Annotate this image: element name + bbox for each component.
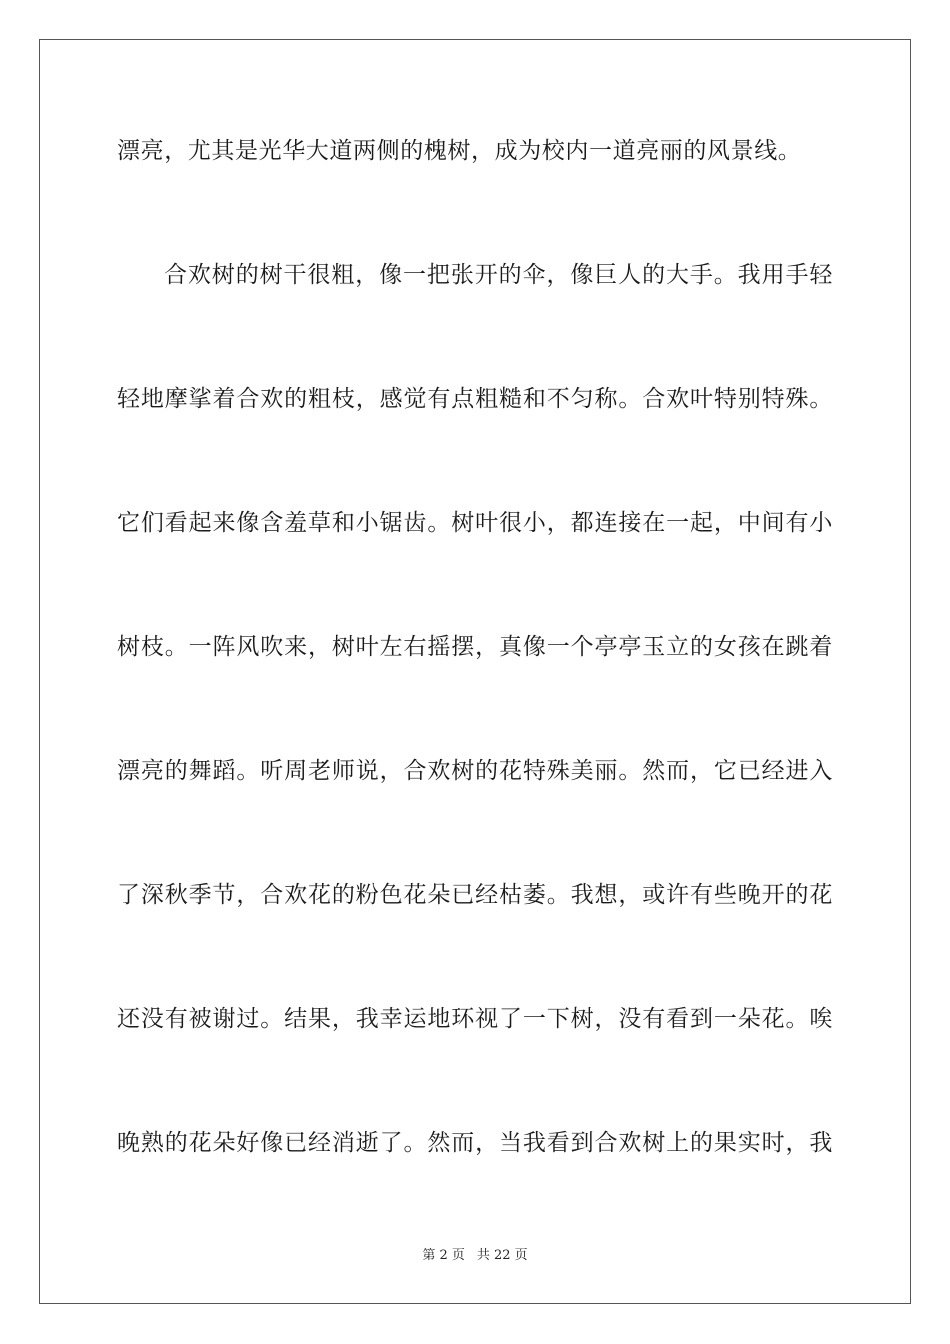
paragraph-line-9: 晚熟的花朵好像已经消逝了。然而，当我看到合欢树上的果实时，我 [117,1130,833,1156]
page-number: 第 2 页 [422,1248,465,1263]
paragraph-line-8: 还没有被谢过。结果，我幸运地环视了一下树，没有看到一朵花。唉 [117,1006,833,1032]
paragraph-line-2: 合欢树的树干很粗，像一把张开的伞，像巨人的大手。我用手轻 [164,262,833,288]
paragraph-line-7: 了深秋季节，合欢花的粉色花朵已经枯萎。我想，或许有些晚开的花 [117,882,833,908]
page-footer [0,1247,950,1265]
paragraph-line-4: 它们看起来像含羞草和小锯齿。树叶很小，都连接在一起，中间有小 [117,510,833,536]
paragraph-line-5: 树枝。一阵风吹来，树叶左右摇摆，真像一个亭亭玉立的女孩在跳着 [117,634,833,660]
page-total: 共 22 页 [476,1248,528,1263]
paragraph-line-1: 漂亮，尤其是光华大道两侧的槐树，成为校内一道亮丽的风景线。 [117,138,802,164]
paragraph-line-6: 漂亮的舞蹈。听周老师说，合欢树的花特殊美丽。然而，它已经进入 [117,758,833,784]
paragraph-line-3: 轻地摩挲着合欢的粗枝，感觉有点粗糙和不匀称。合欢叶特别特殊。 [117,386,833,412]
page-frame [39,39,911,1304]
